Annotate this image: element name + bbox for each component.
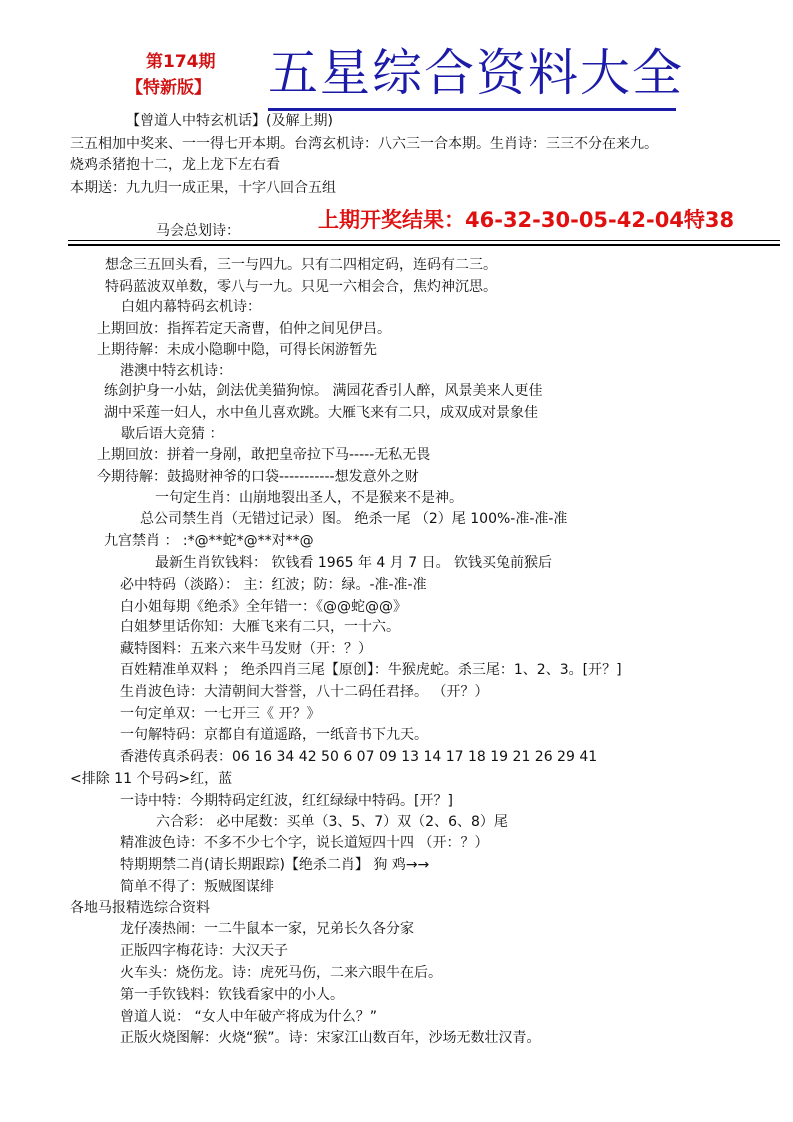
text-line: 藏特图料：五来六来牛马发财（开：？） bbox=[120, 641, 372, 657]
divider bbox=[68, 244, 780, 246]
text-line: 特码蓝波双单数，零八与一九。只见一六相会合，焦灼神沉思。 bbox=[105, 279, 497, 295]
text-line: 一诗中特：今期特码定红波，红红绿绿中特码。[开？] bbox=[120, 793, 453, 809]
text-line: <排除 11 个号码>红，蓝 bbox=[70, 771, 233, 787]
text-line: 上期回放：拼着一身剐，敢把皇帝拉下马-----无私无畏 bbox=[97, 447, 431, 463]
text-line: 总公司禁生肖（无错过记录）图。 绝杀一尾 （2）尾 100%-准-准-准 bbox=[140, 511, 568, 527]
text-line: 第一手钦钱料：钦钱看家中的小人。 bbox=[120, 987, 344, 1003]
text-line: 三五相加中奖来、一一得七开本期。台湾玄机诗：八六三一合本期。生肖诗：三三不分在来九。 bbox=[70, 136, 658, 152]
text-line: 最新生肖钦钱料： 钦钱看 1965 年 4 月 7 日。 钦钱买兔前猴后 bbox=[155, 555, 553, 571]
text-line: 特期期禁二肖(请长期跟踪)【绝杀二肖】 狗 鸡→→ bbox=[120, 857, 430, 873]
text-line: 湖中采莲一妇人，水中鱼儿喜欢跳。大雁飞来有二只，成双成对景象佳 bbox=[104, 405, 538, 421]
text-line: 九宫禁肖 ： :*@**蛇*@**对**@ bbox=[104, 533, 314, 549]
text-line: 港澳中特玄机诗： bbox=[120, 363, 232, 379]
text-line: 【曾道人中特玄机话】(及解上期) bbox=[126, 113, 333, 129]
text-line: 一句定生肖：山崩地裂出圣人，不是猴来不是神。 bbox=[155, 490, 463, 506]
text-line: 练剑护身一小姑，剑法优美猫狗惊。 满园花香引人醉，风景美来人更佳 bbox=[104, 383, 543, 399]
text-line: 正版火烧图解：火烧“猴”。诗：宋家江山数百年，沙场无数壮汉青。 bbox=[120, 1030, 541, 1046]
edition-label: 【特新版】 bbox=[126, 78, 211, 98]
page-title: 五星综合资料大全 bbox=[268, 44, 684, 102]
divider bbox=[68, 240, 780, 241]
text-line: 简单不得了：叛贼图谋绯 bbox=[120, 879, 274, 895]
text-line: 一句解特码：京都自有道遥路，一纸音书下九天。 bbox=[120, 727, 428, 743]
text-line: 上期待解：未成小隐聊中隐，可得长闲游暂先 bbox=[97, 342, 377, 358]
text-line: 今期待解：鼓捣财神爷的口袋-----------想发意外之财 bbox=[97, 469, 419, 485]
text-line: 生肖波色诗：大清朝间大誉誉，八十二码任君择。 （开？） bbox=[120, 684, 489, 700]
text-line: 正版四字梅花诗：大汉天子 bbox=[120, 943, 288, 959]
text-line: 上期回放：指挥若定天斋曹，伯仲之间见伊吕。 bbox=[97, 321, 391, 337]
text-line: 必中特码（淡路）： 主：红波；防：绿。-准-准-准 bbox=[120, 577, 427, 593]
text-line: 六合彩： 必中尾数：买单（3、5、7）双（2、6、8）尾 bbox=[156, 814, 508, 830]
text-line: 歇后语大竞猜 ： bbox=[121, 426, 224, 442]
text-line: 马会总划诗： bbox=[156, 223, 240, 239]
text-line: 白姐梦里话你知：大雁飞来有二只，一十六。 bbox=[120, 619, 400, 635]
text-line: 火车头：烧伤龙。诗：虎死马伤，二来六眼牛在后。 bbox=[120, 965, 442, 981]
text-line: 本期送：九九归一成正果，十字八回合五组 bbox=[70, 180, 336, 196]
section-heading: 各地马报精选综合资料 bbox=[70, 900, 210, 916]
text-line: 白小姐每期《绝杀》全年错一：《@@蛇@@》 bbox=[120, 599, 407, 615]
last-draw-result: 上期开奖结果：46-32-30-05-42-04特38 bbox=[318, 208, 735, 232]
text-line: 烧鸡杀猪抱十二，龙上龙下左右看 bbox=[70, 157, 280, 173]
text-line: 百姓精准单双料 ； 绝杀四肖三尾【原创】：牛猴虎蛇。杀三尾：1、2、3。[开？] bbox=[120, 662, 622, 678]
text-line: 龙仔凑热闹：一二牛鼠本一家，兄弟长久各分家 bbox=[120, 921, 414, 937]
title-underline bbox=[268, 108, 676, 111]
text-line: 一句定单双：一七开三《 开？》 bbox=[120, 706, 321, 722]
issue-number: 第174期 bbox=[146, 52, 216, 72]
text-line: 香港传真杀码表：06 16 34 42 50 6 07 09 13 14 17 18 19 21 26 29 41 bbox=[120, 749, 598, 765]
text-line: 白姐内幕特码玄机诗： bbox=[121, 299, 261, 315]
text-line: 曾道人说： “女人中年破产将成为什么？” bbox=[120, 1009, 377, 1025]
text-line: 精准波色诗：不多不少七个字，说长道短四十四 （开：？） bbox=[120, 835, 489, 851]
text-line: 想念三五回头看，三一与四九。只有二四相定码，连码有二三。 bbox=[105, 257, 497, 273]
